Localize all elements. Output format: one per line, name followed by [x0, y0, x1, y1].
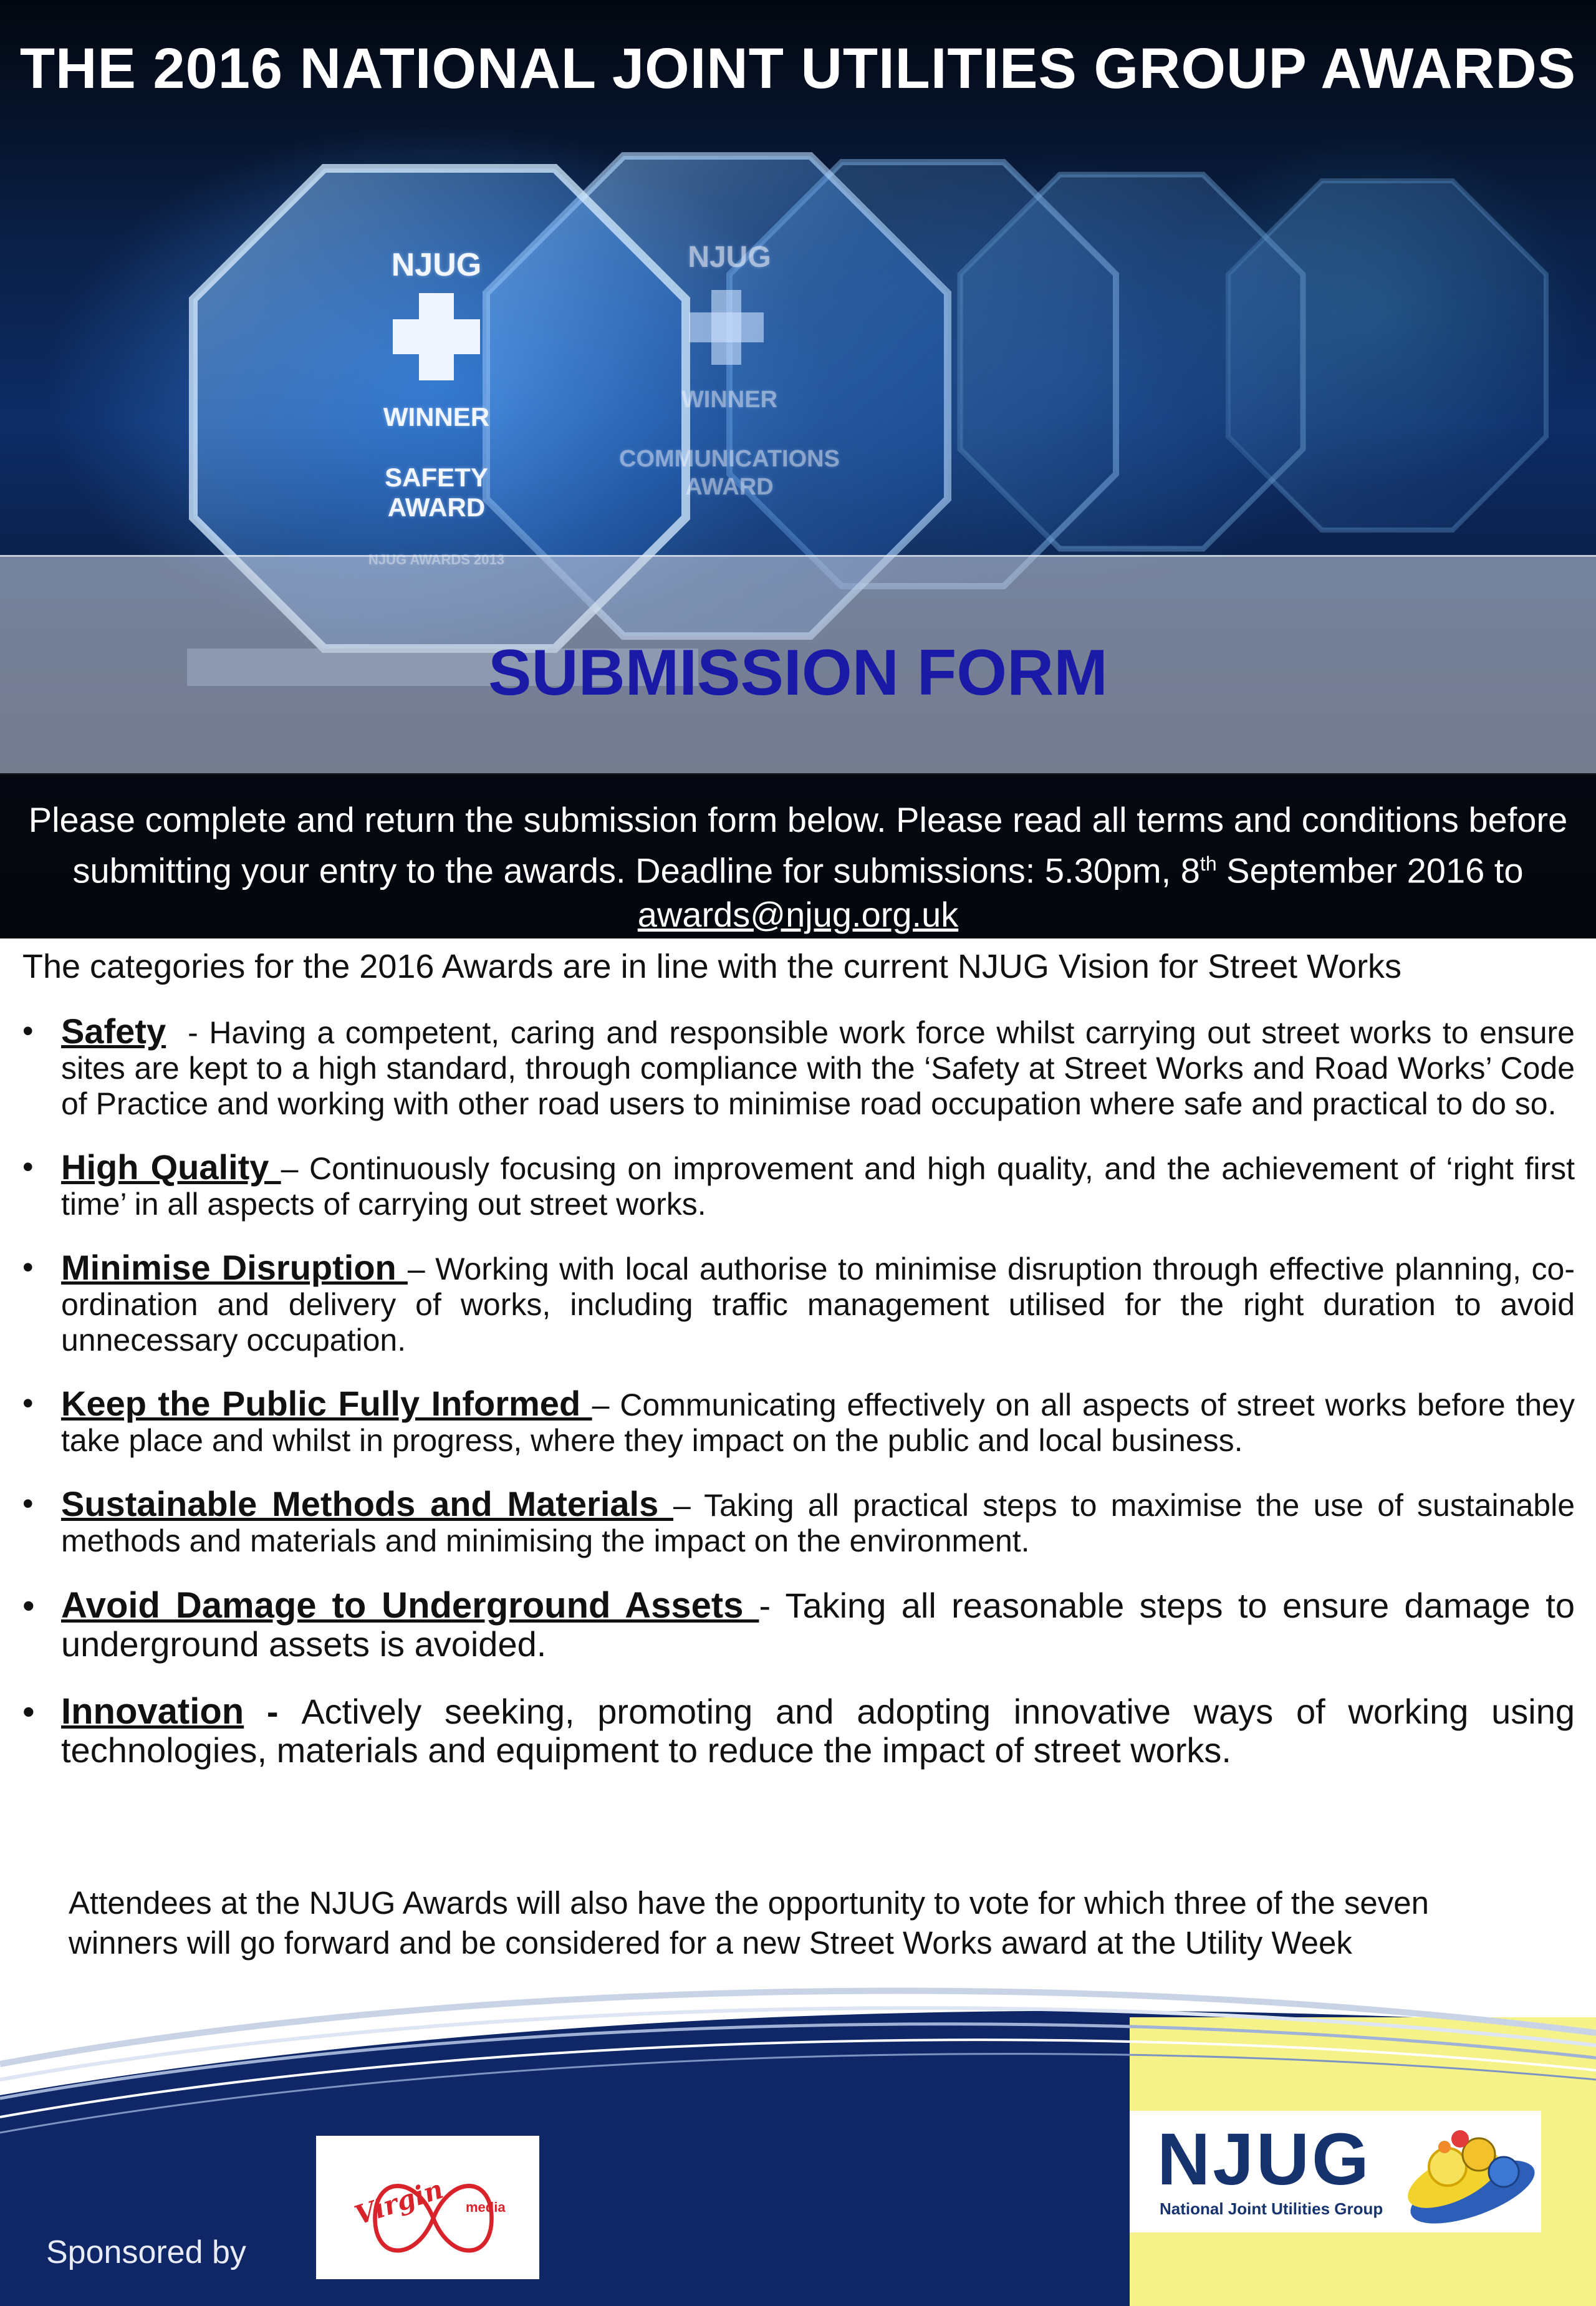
category-name: Keep the Public Fully Informed — [61, 1384, 592, 1423]
category-desc: Communicating effectively on all aspects of street works before they take place and whilst in progress, where they impact on the public and local business. — [61, 1387, 1575, 1458]
virgin-media-logo — [316, 2136, 539, 2279]
category-sep: - — [244, 1692, 302, 1731]
category-desc: Taking all reasonable steps to ensure damage to underground assets is avoided. — [61, 1586, 1575, 1664]
category-name: High Quality — [61, 1147, 281, 1187]
category-name: Avoid Damage to Underground Assets — [61, 1585, 759, 1626]
trophy-line: AWARD — [387, 493, 486, 522]
trophy-line: SAFETY — [385, 463, 488, 492]
category-desc: Having a competent, caring and responsible work force whilst carrying out street works to ensure sites are kept to a high standard, through compliance with the ‘Safety at Street Works and Road Works’ Code of Practice and working with other road users to minimise road occupation where safe and practical to do so. — [61, 1015, 1575, 1121]
category-sep: – — [592, 1387, 620, 1422]
category-name: Innovation — [61, 1691, 244, 1732]
trophy-line: COMMUNICATIONS — [619, 446, 840, 472]
category-desc: Working with local authorise to minimise disruption through effective planning, co-ordination and delivery of works, including traffic management utilised for the right duration to avoid unnecessary occupation. — [61, 1252, 1575, 1358]
category-item — [22, 1486, 1575, 1559]
trophy-brand: NJUG — [391, 247, 482, 283]
category-item — [22, 1586, 1575, 1664]
trophy-line: WINNER — [383, 402, 490, 432]
category-sep: - — [166, 1015, 209, 1050]
sponsored-by-label: Sponsored by — [46, 2234, 246, 2270]
category-item — [22, 1250, 1575, 1358]
category-name: Safety — [61, 1011, 166, 1051]
category-item — [22, 1013, 1575, 1122]
virgin-script: Virgin — [350, 2173, 447, 2231]
page-title: THE 2016 NATIONAL JOINT UTILITIES GROUP AWARDS — [19, 37, 1577, 100]
intro-text-part: Please complete and return the submission form below. Please read all terms and conditions before submitting your entry to the awards. Deadline for submissions: 5.30pm, 8 — [28, 800, 1568, 890]
attendees-note: Attendees at the NJUG Awards will also have the opportunity to vote for which three of the seven winners will go forward and be considered for a new Street Works award at the Utility Week — [69, 1885, 1429, 1961]
virgin-media-word: media — [466, 2199, 506, 2215]
njug-full-name: National Joint Utilities Group — [1160, 2199, 1383, 2218]
njug-logo — [1130, 2111, 1541, 2232]
cables-icon — [1385, 2111, 1541, 2232]
categories-intro: The categories for the 2016 Awards are in line with the current NJUG Vision for Street Works — [22, 948, 1402, 985]
hero-banner — [0, 0, 1596, 938]
category-sep: – — [281, 1151, 309, 1186]
bullet: • — [22, 1149, 34, 1184]
bullet: • — [22, 1692, 35, 1731]
trophy-line: AWARD — [685, 474, 774, 500]
category-name: Sustainable Methods and Materials — [61, 1484, 674, 1523]
bullet: • — [22, 1586, 35, 1625]
intro-text-part: September 2016 to — [1216, 851, 1524, 890]
category-item — [22, 1149, 1575, 1222]
trophy-line: WINNER — [681, 387, 778, 413]
category-name: Minimise Disruption — [61, 1248, 408, 1287]
category-sep: - — [759, 1586, 786, 1625]
njug-wordmark: NJUG — [1157, 2118, 1372, 2201]
trophy-brand: NJUG — [688, 241, 771, 274]
email-link[interactable]: awards@njug.org.uk — [637, 894, 959, 934]
category-sep: – — [407, 1252, 436, 1286]
category-list — [22, 1013, 1575, 1770]
category-item — [22, 1692, 1575, 1770]
bullet: • — [22, 1013, 34, 1048]
bullet: • — [22, 1386, 34, 1421]
bullet: • — [22, 1250, 34, 1285]
intro-text — [19, 798, 1577, 937]
category-desc: Taking all practical steps to maximise the use of sustainable methods and materials and minimising the impact on the environment. — [61, 1488, 1575, 1558]
category-item — [22, 1386, 1575, 1459]
category-sep: – — [673, 1488, 704, 1523]
category-desc: Actively seeking, promoting and adopting innovative ways of working using technologies, materials and equipment to reduce the impact of street works. — [61, 1692, 1575, 1770]
bullet: • — [22, 1486, 34, 1521]
intro-sup: th — [1199, 852, 1217, 875]
category-desc: Continuously focusing on improvement and high quality, and the achievement of ‘right first time’ in all aspects of carrying out street works. — [61, 1151, 1575, 1222]
submission-form-title: SUBMISSION FORM — [488, 637, 1108, 709]
